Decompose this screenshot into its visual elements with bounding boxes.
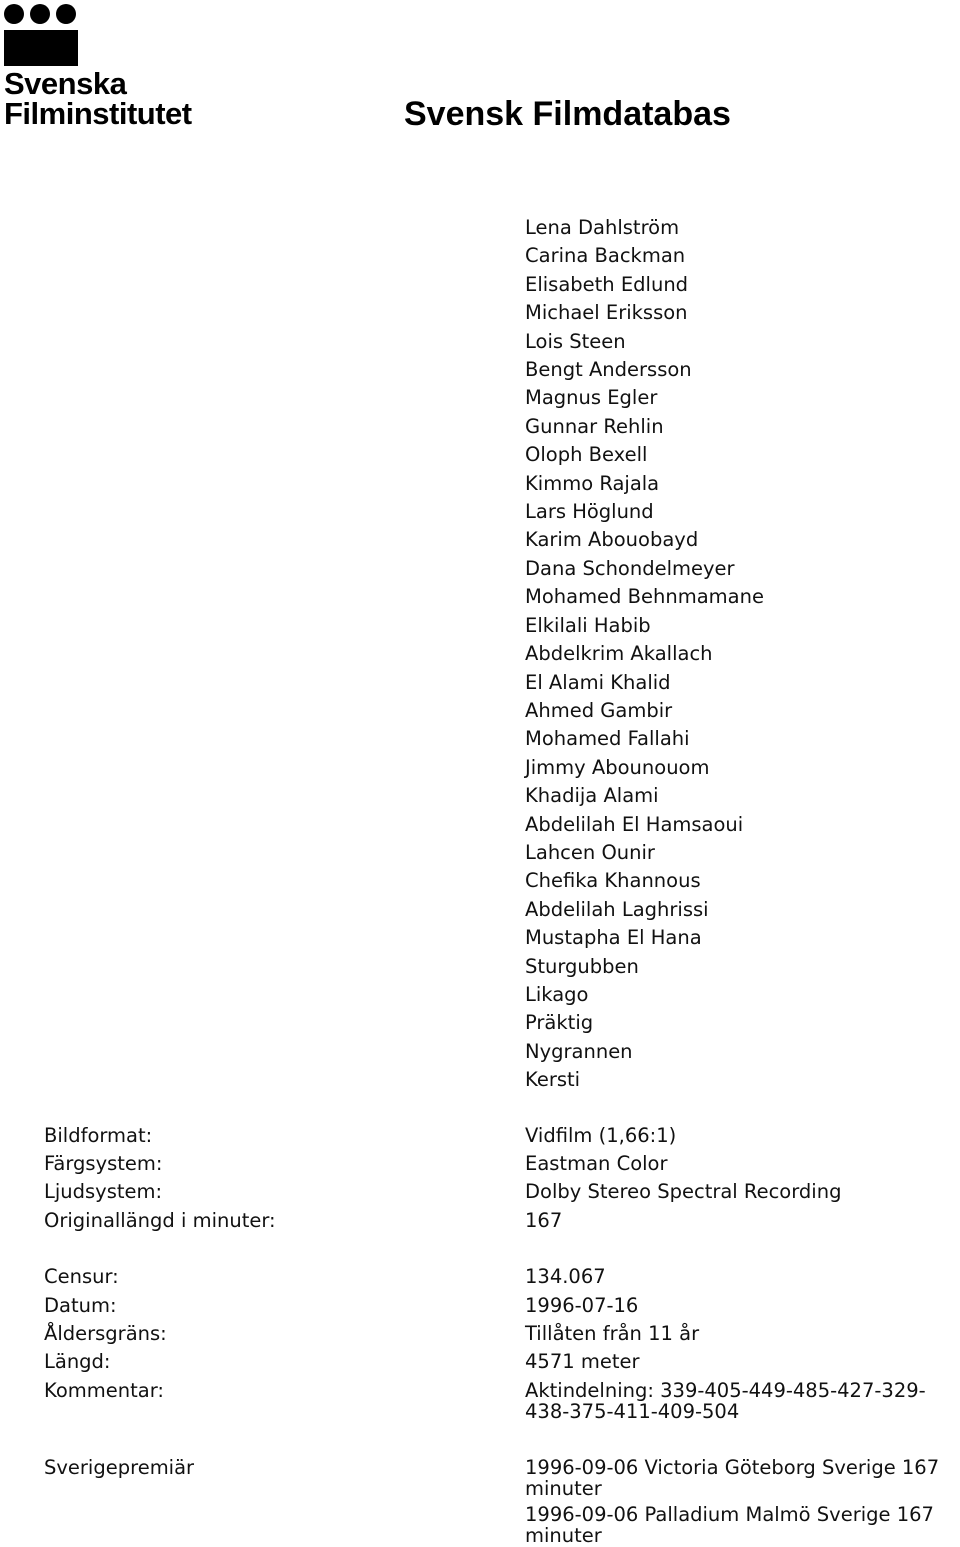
cast-member: Mohamed Fallahi bbox=[525, 727, 690, 751]
cast-member: Kimmo Rajala bbox=[525, 471, 660, 495]
logo-text-filminstitutet: Filminstitutet bbox=[4, 96, 192, 131]
detail-label: Kommentar: bbox=[44, 1379, 164, 1402]
premiere-entry: 1996-09-06 Palladium Malmö Sverige 167 minuter bbox=[525, 1503, 934, 1547]
cast-member: Mustapha El Hana bbox=[525, 926, 702, 950]
cast-member: Mohamed Behnmamane bbox=[525, 585, 764, 609]
cast-member: Abdelkrim Akallach bbox=[525, 642, 713, 666]
detail-value: Tillåten från 11 år bbox=[525, 1322, 700, 1345]
detail-label: Ljudsystem: bbox=[44, 1180, 163, 1203]
detail-label: Färgsystem: bbox=[44, 1152, 163, 1175]
cast-member: Michael Eriksson bbox=[525, 301, 688, 325]
cast-member: Dana Schondelmeyer bbox=[525, 556, 735, 580]
cast-member: Lars Höglund bbox=[525, 500, 654, 524]
cast-member: Abdelilah El Hamsaoui bbox=[525, 812, 744, 836]
cast-member: Oloph Bexell bbox=[525, 443, 648, 467]
svenska-filminstitutet-logo bbox=[4, 4, 209, 130]
premiere-entry: 1996-09-06 Victoria Göteborg Sverige 167 minuter bbox=[525, 1456, 940, 1500]
cast-member: Nygrannen bbox=[525, 1039, 633, 1063]
cast-member: Lahcen Ounir bbox=[525, 840, 655, 864]
premiere-list bbox=[525, 1457, 957, 1546]
detail-value: Aktindelning: 339-405-449-485-427-329-438-375-411-409-504 bbox=[525, 1379, 926, 1423]
detail-value: Eastman Color bbox=[525, 1152, 668, 1175]
cast-member: Lois Steen bbox=[525, 329, 626, 353]
detail-label: Censur: bbox=[44, 1265, 119, 1288]
cast-member: El Alami Khalid bbox=[525, 670, 671, 694]
cast-member: Khadija Alami bbox=[525, 784, 659, 808]
cast-member: Karim Abouobayd bbox=[525, 528, 699, 552]
logo-dot bbox=[4, 4, 24, 24]
detail-value: 134.067 bbox=[525, 1265, 606, 1288]
detail-label: Datum: bbox=[44, 1294, 117, 1317]
cast-member: Lena Dahlström bbox=[525, 216, 680, 239]
cast-member: Präktig bbox=[525, 1011, 594, 1035]
cast-member: Bengt Andersson bbox=[525, 358, 692, 382]
cast-list bbox=[525, 214, 764, 1095]
logo-dot bbox=[56, 4, 76, 24]
detail-label: Åldersgräns: bbox=[44, 1322, 167, 1345]
cast-member: Abdelilah Laghrissi bbox=[525, 897, 709, 921]
detail-value: 1996-07-16 bbox=[525, 1294, 639, 1317]
detail-value: 167 bbox=[525, 1209, 563, 1232]
detail-label: Längd: bbox=[44, 1350, 111, 1373]
logo-text-svenska: Svenska bbox=[4, 66, 127, 101]
detail-value: Dolby Stereo Spectral Recording bbox=[525, 1180, 842, 1203]
logo-square bbox=[4, 30, 78, 66]
logo-dot bbox=[30, 4, 50, 24]
cast-member: Kersti bbox=[525, 1068, 581, 1092]
cast-member: Sturgubben bbox=[525, 954, 639, 978]
detail-label: Bildformat: bbox=[44, 1124, 153, 1147]
site-title: Svensk Filmdatabas bbox=[404, 95, 731, 133]
cast-member: Magnus Egler bbox=[525, 386, 658, 410]
detail-value: Vidfilm (1,66:1) bbox=[525, 1124, 677, 1147]
cast-member: Carina Backman bbox=[525, 244, 686, 268]
premiere-label: Sverigepremiär bbox=[44, 1456, 195, 1479]
cast-member: Elisabeth Edlund bbox=[525, 272, 689, 296]
detail-label: Originallängd i minuter: bbox=[44, 1209, 276, 1232]
cast-member: Likago bbox=[525, 982, 589, 1006]
cast-member: Elkilali Habib bbox=[525, 613, 651, 637]
cast-member: Gunnar Rehlin bbox=[525, 414, 664, 438]
cast-member: Ahmed Gambir bbox=[525, 698, 673, 722]
detail-value: 4571 meter bbox=[525, 1350, 640, 1373]
cast-member: Jimmy Abounouom bbox=[525, 755, 710, 779]
cast-member: Chefika Khannous bbox=[525, 869, 701, 893]
